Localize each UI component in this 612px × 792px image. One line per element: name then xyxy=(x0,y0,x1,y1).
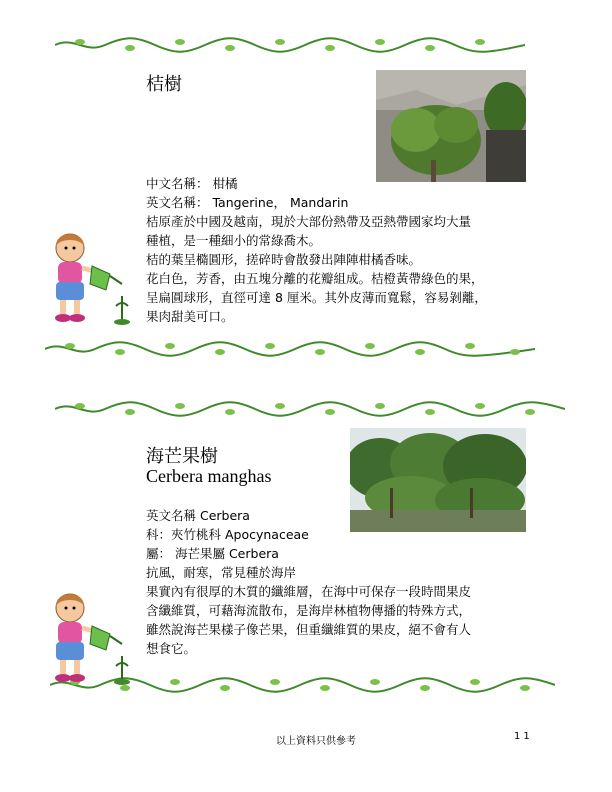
section2-line: 想食它。 xyxy=(146,641,197,656)
section2-line: 科：夾竹桃科 Apocynaceae xyxy=(146,527,309,542)
section1-line: 桔原產於中國及越南，現於大部份熱帶及亞熱帶國家均大量 xyxy=(146,214,472,229)
section1-title: 桔樹 xyxy=(146,74,182,95)
vine-border-top-2 xyxy=(55,400,565,418)
section1-line: 英文名稱： Tangerine， Mandarin xyxy=(146,195,349,210)
section1-body xyxy=(146,174,487,326)
section1-line: 種植，是一種細小的常綠喬木。 xyxy=(146,233,322,248)
section2-line: 英文名稱 Cerbera xyxy=(146,508,250,523)
page-number: 11 xyxy=(514,731,533,742)
tangerine-tree-photo xyxy=(376,70,526,182)
section2-line: 雖然說海芒果樣子像芒果，但重纖維質的果皮，絕不會有人 xyxy=(146,622,472,637)
section1-line: 花白色，芳香，由五塊分離的花瓣組成。桔橙黃帶綠色的果， xyxy=(146,271,484,286)
section1-line: 果肉甜美可口。 xyxy=(146,309,234,324)
section2-title: 海芒果樹 xyxy=(146,446,218,467)
section2-line: 抗風，耐寒，常見種於海岸 xyxy=(146,565,297,580)
section1-line: 中文名稱： 柑橘 xyxy=(146,176,238,191)
section2-line: 果實內有很厚的木質的纖維層，在海中可保存一段時間果皮 xyxy=(146,584,472,599)
section2-body xyxy=(146,506,471,658)
vine-border-bottom-1 xyxy=(45,340,535,358)
girl-watering-illustration xyxy=(40,228,135,328)
footer-note: 以上資料只供參考 xyxy=(276,736,356,747)
section2-latin-name: Cerbera manghas xyxy=(146,466,272,486)
section1-line: 桔的葉呈橢圓形，搓碎時會散發出陣陣柑橘香味。 xyxy=(146,252,422,267)
girl-watering-illustration xyxy=(40,588,135,688)
section2-line: 屬： 海芒果屬 Cerbera xyxy=(146,546,279,561)
section2-line: 含纖維質，可藉海流散布，是海岸林植物傳播的特殊方式， xyxy=(146,603,472,618)
vine-border-top-1 xyxy=(55,36,525,54)
section1-line: 呈扁圓球形，直徑可達 8 厘米。其外皮薄而寬鬆，容易剝離， xyxy=(146,290,487,305)
